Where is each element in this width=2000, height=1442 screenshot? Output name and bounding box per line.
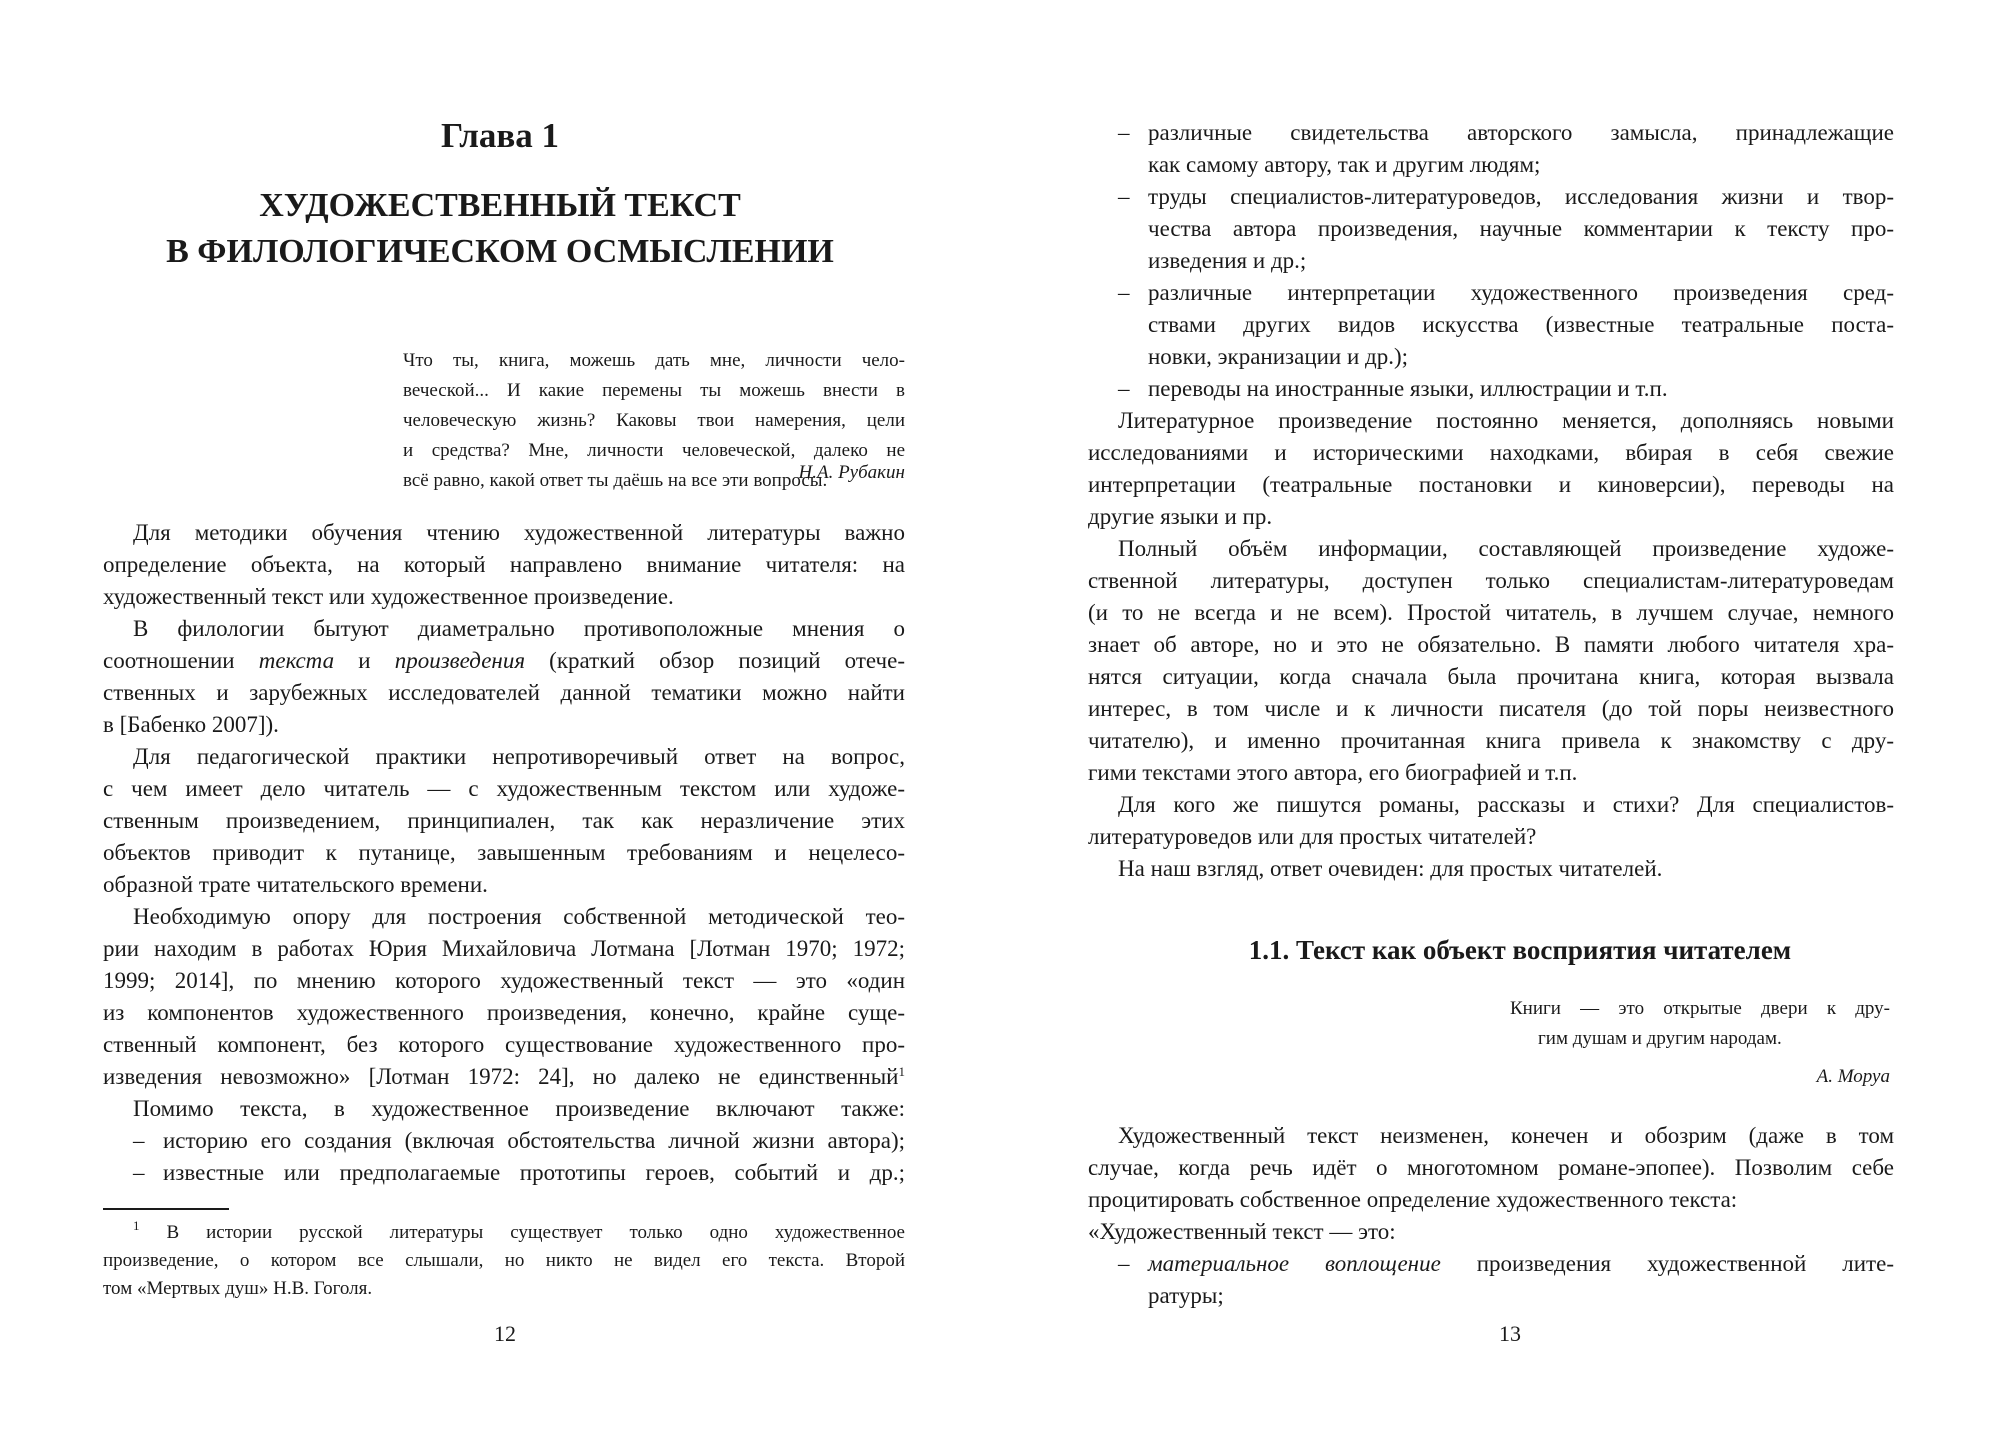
epigraph-line: и средства? Мне, личности человеческой, далеко не (403, 440, 905, 461)
list-item (133, 1125, 905, 1157)
dash-marker: – (1118, 280, 1130, 305)
list-item-cont: как самому автору, так и другим людям; (1148, 152, 1541, 177)
footnote-line: произведение, о котором все слышали, но никто не видел его текста. Второй (103, 1250, 905, 1271)
epigraph-line: Что ты, книга, можешь дать мне, личности чело- (403, 350, 905, 371)
list-item (133, 1157, 905, 1189)
chapter-title-line: ХУДОЖЕСТВЕННЫЙ ТЕКСТ (259, 187, 741, 224)
text-run: соотношении (103, 648, 259, 673)
body-line: художественный текст или художественное произведение. (103, 584, 674, 609)
body-line: 1999; 2014], по мнению которого художественный текст — это «один (103, 968, 905, 993)
italic-term: произведения (394, 648, 526, 673)
body-line: (и то не всегда и не всем). Простой читатель, в лучшем случае, немного (1088, 600, 1894, 625)
list-item (1118, 277, 1894, 309)
body-line: процитировать собственное определение художественного текста: (1088, 1187, 1738, 1212)
body-line: ственных и зарубежных исследователей данной тематики можно найти (103, 680, 905, 705)
chapter-title-line: В ФИЛОЛОГИЧЕСКОМ ОСМЫСЛЕНИИ (166, 233, 834, 270)
text-run: (краткий обзор позиций отече- (525, 648, 905, 673)
body-line: ственной литературы, доступен только специалистам-литературоведам (1088, 568, 1894, 593)
body-line: интерпретации (театральные постановки и киноверсии), переводы на (1088, 472, 1894, 497)
body-line: определение объекта, на который направлено внимание читателя: на (103, 552, 905, 577)
epigraph (1510, 994, 1890, 1054)
body-line: Для кого же пишутся романы, рассказы и стихи? Для специалистов- (1118, 792, 1894, 817)
body-line: В филологии бытуют диаметрально противоположные мнения о (133, 616, 905, 641)
list-item-cont: новки, экранизации и др.); (1148, 344, 1409, 369)
body-line: Художественный текст неизменен, конечен и обозрим (даже в том (1118, 1123, 1894, 1148)
body-line: в [Бабенко 2007]). (103, 712, 279, 737)
body-line: образной трате читательского времени. (103, 872, 488, 897)
body-line: нятся ситуации, когда сначала была прочитана книга, которая вызвала (1088, 664, 1894, 689)
body-line: случае, когда речь идёт о многотомном романе-эпопее). Позволим себе (1088, 1155, 1894, 1180)
body-line: «Художественный текст — это: (1088, 1219, 1396, 1244)
body-line: из компонентов художественного произведения, конечно, крайне суще- (103, 1000, 905, 1025)
dash-marker: – (133, 1128, 145, 1153)
text-run: различные интерпретации художественного произведения сред- (1148, 280, 1894, 305)
footnote-ref: 1 (898, 1064, 905, 1079)
text-run: изведения невозможно» [Лотман 1972: 24], но далеко не единственный (103, 1064, 899, 1089)
list-item-cont: ратуры; (1148, 1283, 1224, 1308)
epigraph-author: Н.А. Рубакин (798, 462, 905, 483)
list-item (1118, 117, 1894, 149)
body-line (103, 1061, 905, 1093)
footnote-line: том «Мертвых душ» Н.В. Гоголя. (103, 1278, 373, 1299)
body-line: исследованиями и историческими находками, вбирая в себя свежие (1088, 440, 1894, 465)
body-line: Помимо текста, в художественное произведение включают также: (133, 1096, 905, 1121)
text-run: В истории русской литературы существует только одно художественное (139, 1222, 905, 1243)
section-title: 1.1. Текст как объект восприятия читателем (1248, 935, 1792, 965)
body-line: объектов приводит к путанице, завышенным требованиям и нецелесо- (103, 840, 905, 865)
epigraph-author: А. Моруа (1816, 1066, 1890, 1087)
epigraph-line: веческой... И какие перемены ты можешь внести в (403, 380, 905, 401)
page-number: 13 (1499, 1321, 1521, 1346)
text-run: различные свидетельства авторского замысла, принадлежащие (1148, 120, 1894, 145)
epigraph-line: всё равно, какой ответ ты даёшь на все эти вопросы. (403, 470, 828, 491)
dash-marker: – (1118, 184, 1130, 209)
body-line: Для методики обучения чтению художественной литературы важно (133, 520, 905, 545)
dash-marker: – (1118, 1251, 1130, 1276)
list-item (1118, 373, 1894, 405)
footnote-line (133, 1219, 905, 1247)
text-run: историю его создания (включая обстоятельства личной жизни автора); (163, 1128, 905, 1153)
body-line: Необходимую опору для построения собственной методической тео- (133, 904, 905, 929)
dash-marker: – (1118, 376, 1130, 401)
body-line: с чем имеет дело читатель — с художественным текстом или художе- (103, 776, 905, 801)
body-line: рии находим в работах Юрия Михайловича Лотмана [Лотман 1970; 1972; (103, 936, 905, 961)
list-item-cont: чества автора произведения, научные комментарии к тексту про- (1148, 216, 1894, 241)
text-run: и (334, 648, 395, 673)
body-line (103, 645, 905, 677)
body-line: Полный объём информации, составляющей произведение художе- (1118, 536, 1894, 561)
body-line: Для педагогической практики непротиворечивый ответ на вопрос, (133, 744, 905, 769)
body-line: знает об авторе, но и это не обязательно. В памяти любого читателя хра- (1088, 632, 1894, 657)
epigraph-line: гим душам и другим народам. (1538, 1028, 1782, 1049)
body-line: литературоведов или для простых читателей? (1088, 824, 1537, 849)
page-number: 12 (494, 1321, 516, 1346)
list-item-cont: изведения и др.; (1148, 248, 1307, 273)
body-line: гими текстами этого автора, его биографией и т.п. (1088, 760, 1578, 785)
text-run: произведения художественной лите- (1440, 1251, 1894, 1276)
body-line: ственным произведением, принципиален, так как неразличение этих (103, 808, 905, 833)
dash-marker: – (133, 1160, 145, 1185)
dash-marker: – (1118, 120, 1130, 145)
italic-term: текста (258, 648, 335, 673)
footnote-marker: 1 (133, 1218, 140, 1233)
text-run: труды специалистов-литературоведов, исследования жизни и твор- (1148, 184, 1894, 209)
body-line: На наш взгляд, ответ очевиден: для простых читателей. (1118, 856, 1663, 881)
epigraph-line: Книги — это открытые двери к дру- (1510, 998, 1890, 1019)
list-item (1118, 181, 1894, 213)
text-run: переводы на иностранные языки, иллюстрации и т.п. (1148, 376, 1668, 401)
text-run: известные или предполагаемые прототипы героев, событий и др.; (163, 1160, 905, 1185)
body-line: Литературное произведение постоянно меняется, дополняясь новыми (1118, 408, 1894, 433)
body-line: интерес, в том числе и к личности писателя (до той поры неизвестного (1088, 696, 1894, 721)
body-line: другие языки и пр. (1088, 504, 1273, 529)
list-item-cont: ствами других видов искусства (известные театральные поста- (1148, 312, 1894, 337)
body-line: читателю), и именно прочитанная книга привела к знакомству с дру- (1088, 728, 1894, 753)
chapter-title (0, 183, 1000, 275)
body-line: ственный компонент, без которого существование художественного про- (103, 1032, 905, 1057)
list-item (1118, 1248, 1894, 1280)
chapter-number: Глава 1 (440, 116, 560, 155)
epigraph-line: человеческую жизнь? Каковы твои намерения, цели (403, 410, 905, 431)
italic-term: материальное воплощение (1148, 1251, 1441, 1276)
footnote-rule (103, 1208, 229, 1210)
